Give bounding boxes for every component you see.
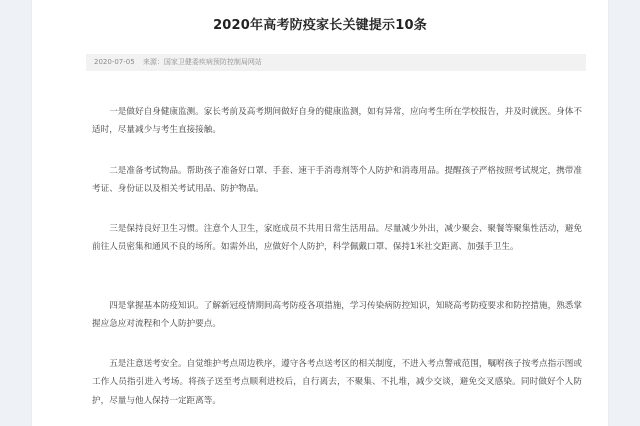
article-meta-bar — [86, 54, 586, 71]
paragraph-5: 五是注意送考安全。自觉维护考点周边秩序，遵守各考点送考区的相关制度，不进入考点警戒范围，嘱咐孩子按考点指示图或工作人员指引进入考场。将孩子送至考点顺利进校后，自行离去，不聚集、不扎堆，减少交谈，避免交叉感染。同时做好个人防护，尽量与他人保持一定距离等。 — [92, 358, 582, 406]
paragraph-2: 二是准备考试物品。帮助孩子准备好口罩、手套、速干手消毒剂等个人防护和消毒用品。提醒孩子严格按照考试规定，携带准考证、身份证以及相关考试用品、防护物品。 — [92, 165, 582, 195]
paragraph-1: 一是做好自身健康监测。家长考前及高考期间做好自身的健康监测，如有异常，应向考生所在学校报告，并及时就医。身体不适时，尽量减少与考生直接接触。 — [92, 106, 582, 136]
article-source: 来源：国家卫健委疾病预防控制局网站 — [142, 58, 262, 66]
paragraph-4: 四是掌握基本防疫知识。了解新冠疫情期间高考防疫各项措施，学习传染病防控知识，知晓高考防疫要求和防控措施，熟悉掌握应急应对流程和个人防护要点。 — [92, 300, 582, 330]
paragraph-3: 三是保持良好卫生习惯。注意个人卫生，家庭成员不共用日常生活用品。尽量减少外出，减少聚会、聚餐等聚集性活动，避免前往人员密集和通风不良的场所。如需外出，应做好个人防护，科学佩戴口罩、保持1米社交距离、加强手卫生。 — [92, 223, 582, 253]
publish-date: 2020-07-05 — [94, 58, 135, 66]
article-page — [32, 0, 608, 426]
article-title: 2020年高考防疫家长关键提示10条 — [213, 18, 427, 33]
